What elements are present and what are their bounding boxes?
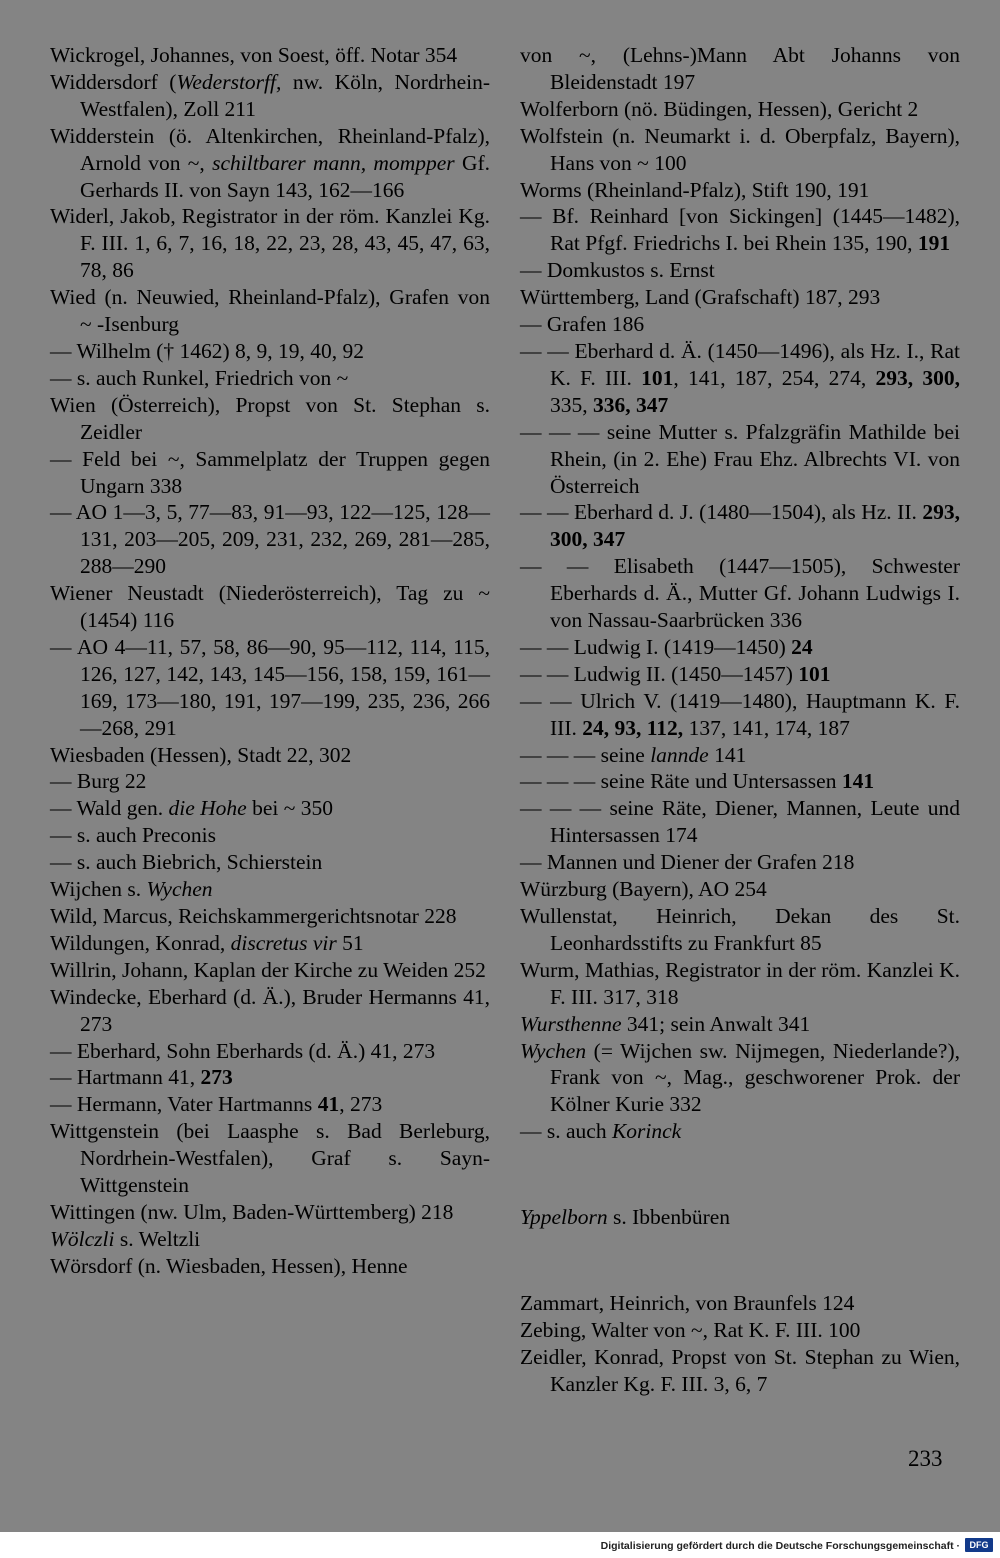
- index-entry: Wickrogel, Johannes, von Soest, öff. Notar 354: [50, 43, 458, 67]
- page-number: 233: [908, 1446, 943, 1471]
- index-entry: — — Eberhard d. J. (1480—1504), als Hz. II. 293, 300, 347: [520, 500, 960, 552]
- index-entry: Wurm, Mathias, Registrator in der röm. Kanzlei K. F. III. 317, 318: [520, 957, 960, 1009]
- index-entry: — s. auch Korinck: [520, 1119, 682, 1144]
- index-entry: — Grafen 186: [520, 312, 645, 337]
- entry-spacer: [520, 1161, 960, 1188]
- index-entry: — s. auch Runkel, Friedrich von ~: [50, 365, 349, 390]
- entry-spacer: [520, 1247, 960, 1274]
- index-entry: Wychen (= Wijchen sw. Nijmegen, Niederlande?), Frank von ~, Mag., geschworener Prok. der Kölner Kurie 332: [520, 1038, 960, 1117]
- index-entry: Wullenstat, Heinrich, Dekan des St. Leonhardsstifts zu Frankfurt 85: [520, 904, 960, 955]
- index-column-left: [50, 42, 490, 1280]
- index-entry: — Mannen und Diener der Grafen 218: [520, 850, 855, 875]
- index-entry: Zeidler, Konrad, Propst von St. Stephan zu Wien, Kanzler Kg. F. III. 3, 6, 7: [520, 1344, 960, 1396]
- index-entry: Zammart, Heinrich, von Braunfels 124: [520, 1291, 855, 1316]
- footer-funding-note: Digitalisierung gefördert durch die Deutsche Forschungsgemeinschaft ·: [600, 1540, 960, 1552]
- index-entry: Willrin, Johann, Kaplan der Kirche zu Weiden 252: [50, 957, 486, 982]
- index-entry: — — — seine Räte, Diener, Mannen, Leute und Hintersassen 174: [520, 796, 960, 848]
- index-entry: Wild, Marcus, Reichskammergerichtsnotar 228: [50, 904, 457, 928]
- index-entry: — — Elisabeth (1447—1505), Schwester Eberhards d. Ä., Mutter Gf. Johann Ludwigs I. von Nassau-Saarbrücken 336: [520, 554, 960, 633]
- index-entry: Wied (n. Neuwied, Rheinland-Pfalz), Grafen von ~ -Isenburg: [50, 285, 490, 337]
- footer-bar: [0, 1532, 1000, 1558]
- index-entry: — — — seine Räte und Untersassen 141: [520, 769, 875, 794]
- index-entry: — Eberhard, Sohn Eberhards (d. Ä.) 41, 273: [50, 1038, 436, 1063]
- index-entry: — — Ludwig I. (1419—1450) 24: [520, 634, 813, 659]
- index-entry: Wien (Österreich), Propst von St. Stephan s. Zeidler: [50, 392, 490, 444]
- index-entry: — — Ludwig II. (1450—1457) 101: [520, 661, 831, 686]
- index-entry: Wörsdorf (n. Wiesbaden, Hessen), Henne: [50, 1253, 408, 1278]
- index-column-right: [520, 42, 960, 1398]
- index-entry: — Feld bei ~, Sammelplatz der Truppen gegen Ungarn 338: [50, 446, 490, 498]
- index-entry: — — Ulrich V. (1419—1480), Hauptmann K. F. III. 24, 93, 112, 137, 141, 174, 187: [520, 688, 960, 740]
- index-entry: — Burg 22: [50, 769, 147, 794]
- index-entry: Wiener Neustadt (Niederösterreich), Tag zu ~ (1454) 116: [50, 581, 490, 633]
- index-entry: Widderstein (ö. Altenkirchen, Rheinland-Pfalz), Arnold von ~, schiltbarer mann, mompper Gf. Gerhards II. von Sayn 143, 162—166: [50, 123, 491, 202]
- index-entry: Yppelborn s. Ibbenbüren: [520, 1205, 731, 1230]
- index-entry: — s. auch Biebrich, Schierstein: [50, 850, 323, 875]
- index-entry: Württemberg, Land (Grafschaft) 187, 293: [520, 285, 881, 310]
- index-entry: — Wald gen. die Hohe bei ~ 350: [50, 796, 333, 821]
- index-entry: Wölczli s. Weltzli: [50, 1226, 201, 1251]
- index-entry: — — — seine Mutter s. Pfalzgräfin Mathilde bei Rhein, (in 2. Ehe) Frau Ehz. Albrechts VI. von Österreich: [520, 419, 960, 498]
- index-entry: Worms (Rheinland-Pfalz), Stift 190, 191: [520, 177, 870, 202]
- index-entry: — — — seine lannde 141: [520, 742, 747, 767]
- index-entry: Wittingen (nw. Ulm, Baden-Württemberg) 218: [50, 1199, 454, 1224]
- index-entry: Wildungen, Konrad, discretus vir 51: [50, 930, 364, 955]
- index-entry: Widdersdorf (Wederstorff, nw. Köln, Nordrhein-Westfalen), Zoll 211: [50, 69, 490, 121]
- index-entry: Würzburg (Bayern), AO 254: [520, 877, 767, 902]
- index-entry: von ~, (Lehns-)Mann Abt Johanns von Bleidenstadt 197: [520, 43, 960, 94]
- index-entry: — Hermann, Vater Hartmanns 41, 273: [50, 1092, 383, 1117]
- index-entry: — Domkustos s. Ernst: [520, 258, 715, 283]
- index-entry: Wolfstein (n. Neumarkt i. d. Oberpfalz, Bayern), Hans von ~ 100: [520, 123, 960, 175]
- index-entry: — AO 1—3, 5, 77—83, 91—93, 122—125, 128—131, 203—205, 209, 231, 232, 269, 281—285, 288—290: [50, 500, 490, 579]
- index-entry: Wijchen s. Wychen: [50, 877, 213, 902]
- index-entry: Wittgenstein (bei Laasphe s. Bad Berleburg, Nordrhein-Westfalen), Graf s. Sayn-Wittgenstein: [50, 1119, 490, 1198]
- index-entry: Wiesbaden (Hessen), Stadt 22, 302: [50, 742, 352, 767]
- dfg-logo: DFG: [965, 1538, 993, 1552]
- index-entry: Wolferborn (nö. Büdingen, Hessen), Gericht 2: [520, 96, 919, 121]
- index-entry: Widerl, Jakob, Registrator in der röm. Kanzlei Kg. F. III. 1, 6, 7, 16, 18, 22, 23, 28, 43, 45, 47, 63, 78, 86: [50, 204, 490, 283]
- index-entry: — — Eberhard d. Ä. (1450—1496), als Hz. I., Rat K. F. III. 101, 141, 187, 254, 274, 293, 300, 335, 336, 347: [520, 338, 960, 417]
- index-entry: Wursthenne 341; sein Anwalt 341: [520, 1011, 811, 1036]
- index-entry: — Wilhelm († 1462) 8, 9, 19, 40, 92: [50, 338, 365, 363]
- index-entry: Windecke, Eberhard (d. Ä.), Bruder Hermanns 41, 273: [50, 984, 490, 1036]
- index-entry: — Hartmann 41, 273: [50, 1065, 233, 1090]
- index-entry: — AO 4—11, 57, 58, 86—90, 95—112, 114, 115, 126, 127, 142, 143, 145—156, 158, 159, 161—169, 173—180, 191, 197—199, 235, 236, 266—268, 291: [50, 634, 490, 740]
- index-entry: Zebing, Walter von ~, Rat K. F. III. 100: [520, 1317, 861, 1342]
- index-entry: — Bf. Reinhard [von Sickingen] (1445—1482), Rat Pfgf. Friedrichs I. bei Rhein 135, 190, 191: [520, 204, 960, 256]
- index-entry: — s. auch Preconis: [50, 823, 216, 848]
